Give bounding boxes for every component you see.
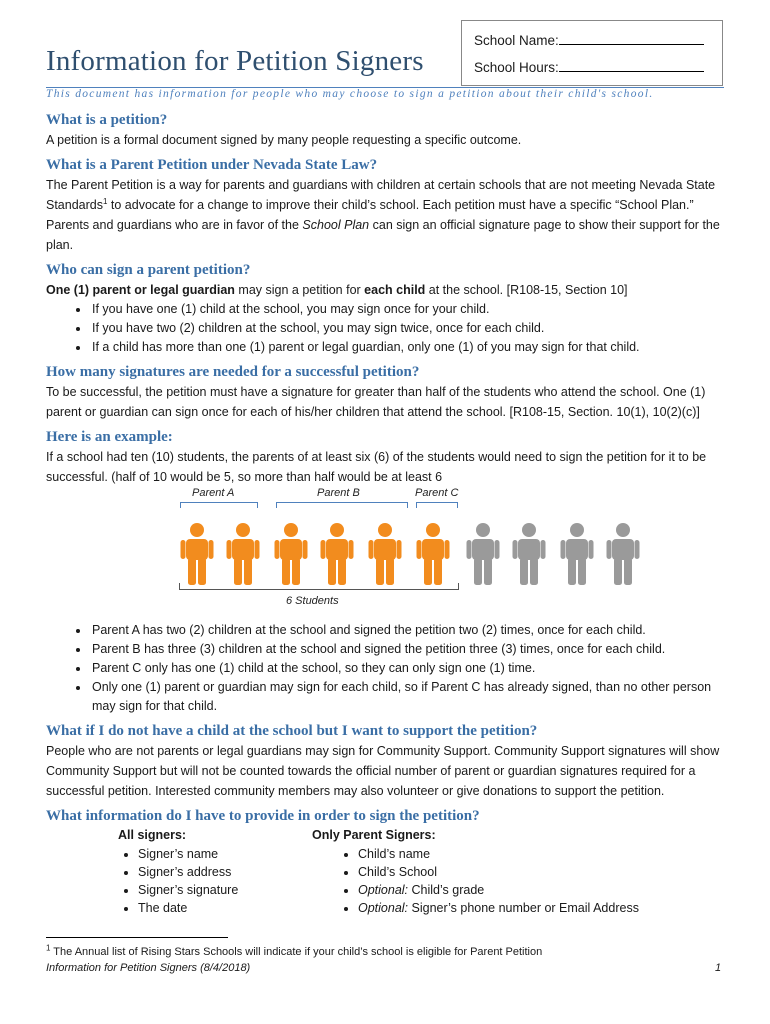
section-text: A petition is a formal document signed by many people requesting a specific outcome. [46, 133, 522, 147]
student-figure-signed [180, 523, 214, 585]
list-item: • Parent A has two (2) children at the school and signed the petition two (2) times, once for each child. [90, 621, 730, 640]
page-subtitle: This document has information for people who may choose to sign a petition about their child's school. [46, 88, 654, 100]
section-heading: What is a petition? [46, 112, 168, 128]
school-hours-blank [559, 58, 704, 72]
school-hours-label: School Hours: [474, 60, 559, 75]
text-bold: One (1) parent or legal guardian [46, 283, 235, 297]
parent-a-label: Parent A [192, 487, 235, 499]
footer-doc-title: Information for Petition Signers (8/4/2018) [46, 962, 251, 974]
school-info-box [461, 20, 723, 86]
person-icon [560, 523, 594, 585]
section-heading: What if I do not have a child at the school but I want to support the petition? [46, 723, 538, 739]
list-item: • Signer’s address [138, 863, 238, 881]
optional-label: Optional: [358, 883, 409, 897]
student-figure-signed [274, 523, 308, 585]
parent-signers-column [312, 826, 639, 917]
text-italic: School Plan [302, 218, 370, 232]
list-item: • Parent C only has one (1) child at the school, so they can only sign one (1) time. [90, 659, 730, 678]
text-part: Child’s grade [408, 883, 485, 897]
parent-b-bracket [276, 502, 408, 508]
section-text [46, 175, 730, 255]
text-part: Signer’s phone number or Email Address [408, 901, 639, 915]
column-heading: Only Parent Signers: [312, 828, 436, 842]
list-item [358, 899, 639, 917]
person-icon [274, 523, 308, 585]
list-item: • Child’s name [358, 845, 639, 863]
column-heading: All signers: [118, 828, 187, 842]
page-title: Information for Petition Signers [46, 45, 424, 77]
student-figure-unsigned [560, 523, 594, 585]
section-how-many [46, 362, 730, 422]
school-name-label: School Name: [474, 33, 559, 48]
student-figure-signed [320, 523, 354, 585]
list-item [358, 881, 639, 899]
person-icon [606, 523, 640, 585]
bullet-list [46, 621, 730, 716]
list-item: • Child’s School [358, 863, 639, 881]
students-bracket [179, 583, 459, 590]
footnote-ref: 1 [102, 196, 108, 206]
person-icon [180, 523, 214, 585]
section-example [46, 427, 730, 716]
text-bold: each child [364, 283, 426, 297]
section-nevada [46, 155, 730, 255]
section-text: If a school had ten (10) students, the parents of at least six (6) of the students would need to sign the petition for it to be successful. (half of 10 would be 5, so more than half would be at least 6 [46, 450, 707, 484]
student-figure-signed [368, 523, 402, 585]
students-label: 6 Students [286, 595, 339, 607]
section-heading: How many signatures are needed for a successful petition? [46, 364, 420, 380]
list-item: • Only one (1) parent or guardian may sign for each child, so if Parent C has already signed, than no other person may sign for that child. [90, 678, 730, 716]
bullet-list [92, 845, 238, 917]
footnote-marker: 1 [46, 943, 51, 953]
footnote [46, 944, 542, 960]
list-item: • If you have one (1) child at the school, you may sign once for your child. [90, 300, 730, 319]
text-part: The Parent Petition is a way for parents and guardians with children at certain schools that are not meeting Nevada State Standards [46, 178, 716, 212]
list-item: • Parent B has three (3) children at the school and signed the petition three (3) times, once for each child. [90, 640, 730, 659]
parent-c-label: Parent C [415, 487, 459, 499]
section-lead [46, 280, 730, 300]
school-name-blank [559, 31, 704, 45]
bullet-list [312, 845, 639, 917]
bullet-list [46, 300, 730, 357]
person-icon [416, 523, 450, 585]
student-figure-unsigned [466, 523, 500, 585]
person-icon [320, 523, 354, 585]
student-figure-unsigned [606, 523, 640, 585]
person-icon [512, 523, 546, 585]
list-item: • If you have two (2) children at the school, you may sign twice, once for each child. [90, 319, 730, 338]
student-figure-signed [226, 523, 260, 585]
student-diagram [46, 487, 730, 621]
section-text: To be successful, the petition must have a signature for greater than half of the students who attend the school. One (1) parent or guardian can sign once for each of his/her children that attend the school. [R108-15, Section. 10(1), 10(2)(c)] [46, 385, 706, 419]
section-info [46, 806, 730, 918]
list-item: • If a child has more than one (1) parent or legal guardian, only one (1) of you may sign for that child. [90, 338, 730, 357]
section-support [46, 721, 730, 801]
parent-a-bracket [180, 502, 258, 508]
section-heading: Here is an example: [46, 429, 173, 445]
text-part: may sign a petition for [234, 283, 365, 297]
parent-b-label: Parent B [317, 487, 360, 499]
person-icon [226, 523, 260, 585]
info-columns [46, 826, 730, 918]
section-heading: What information do I have to provide in order to sign the petition? [46, 808, 480, 824]
footer-page-number: 1 [715, 962, 722, 974]
main-content [46, 110, 730, 918]
list-item: • Signer’s signature [138, 881, 238, 899]
footnote-divider [46, 937, 228, 938]
person-icon [466, 523, 500, 585]
list-item: • The date [138, 899, 238, 917]
section-heading: Who can sign a parent petition? [46, 262, 251, 278]
parent-c-bracket [416, 502, 458, 508]
optional-label: Optional: [358, 901, 409, 915]
section-text: People who are not parents or legal guardians may sign for Community Support. Community Support signatures will show Community Support but will not be counted towards the official number of parent or guardian signatures required for a successful petition. Interested community members may also volunteer or give donations to support the petition. [46, 744, 720, 798]
text-part: to advocate for a change to improve their child’s school. Each petition must have a specific “School Plan.” Parents and guardians who are in favor of the [46, 198, 694, 232]
section-heading: What is a Parent Petition under Nevada State Law? [46, 157, 378, 173]
section-what-is [46, 110, 730, 150]
student-figure-signed [416, 523, 450, 585]
text-part: can sign an official signature page to show their support for the plan. [46, 218, 720, 252]
all-signers-column [118, 826, 238, 917]
footnote-text: The Annual list of Rising Stars Schools will indicate if your child’s school is eligible for Parent Petition [50, 946, 543, 958]
text-part: at the school. [R108-15, Section 10] [425, 283, 628, 297]
section-who [46, 260, 730, 357]
list-item: • Signer’s name [138, 845, 238, 863]
person-icon [368, 523, 402, 585]
student-figure-unsigned [512, 523, 546, 585]
